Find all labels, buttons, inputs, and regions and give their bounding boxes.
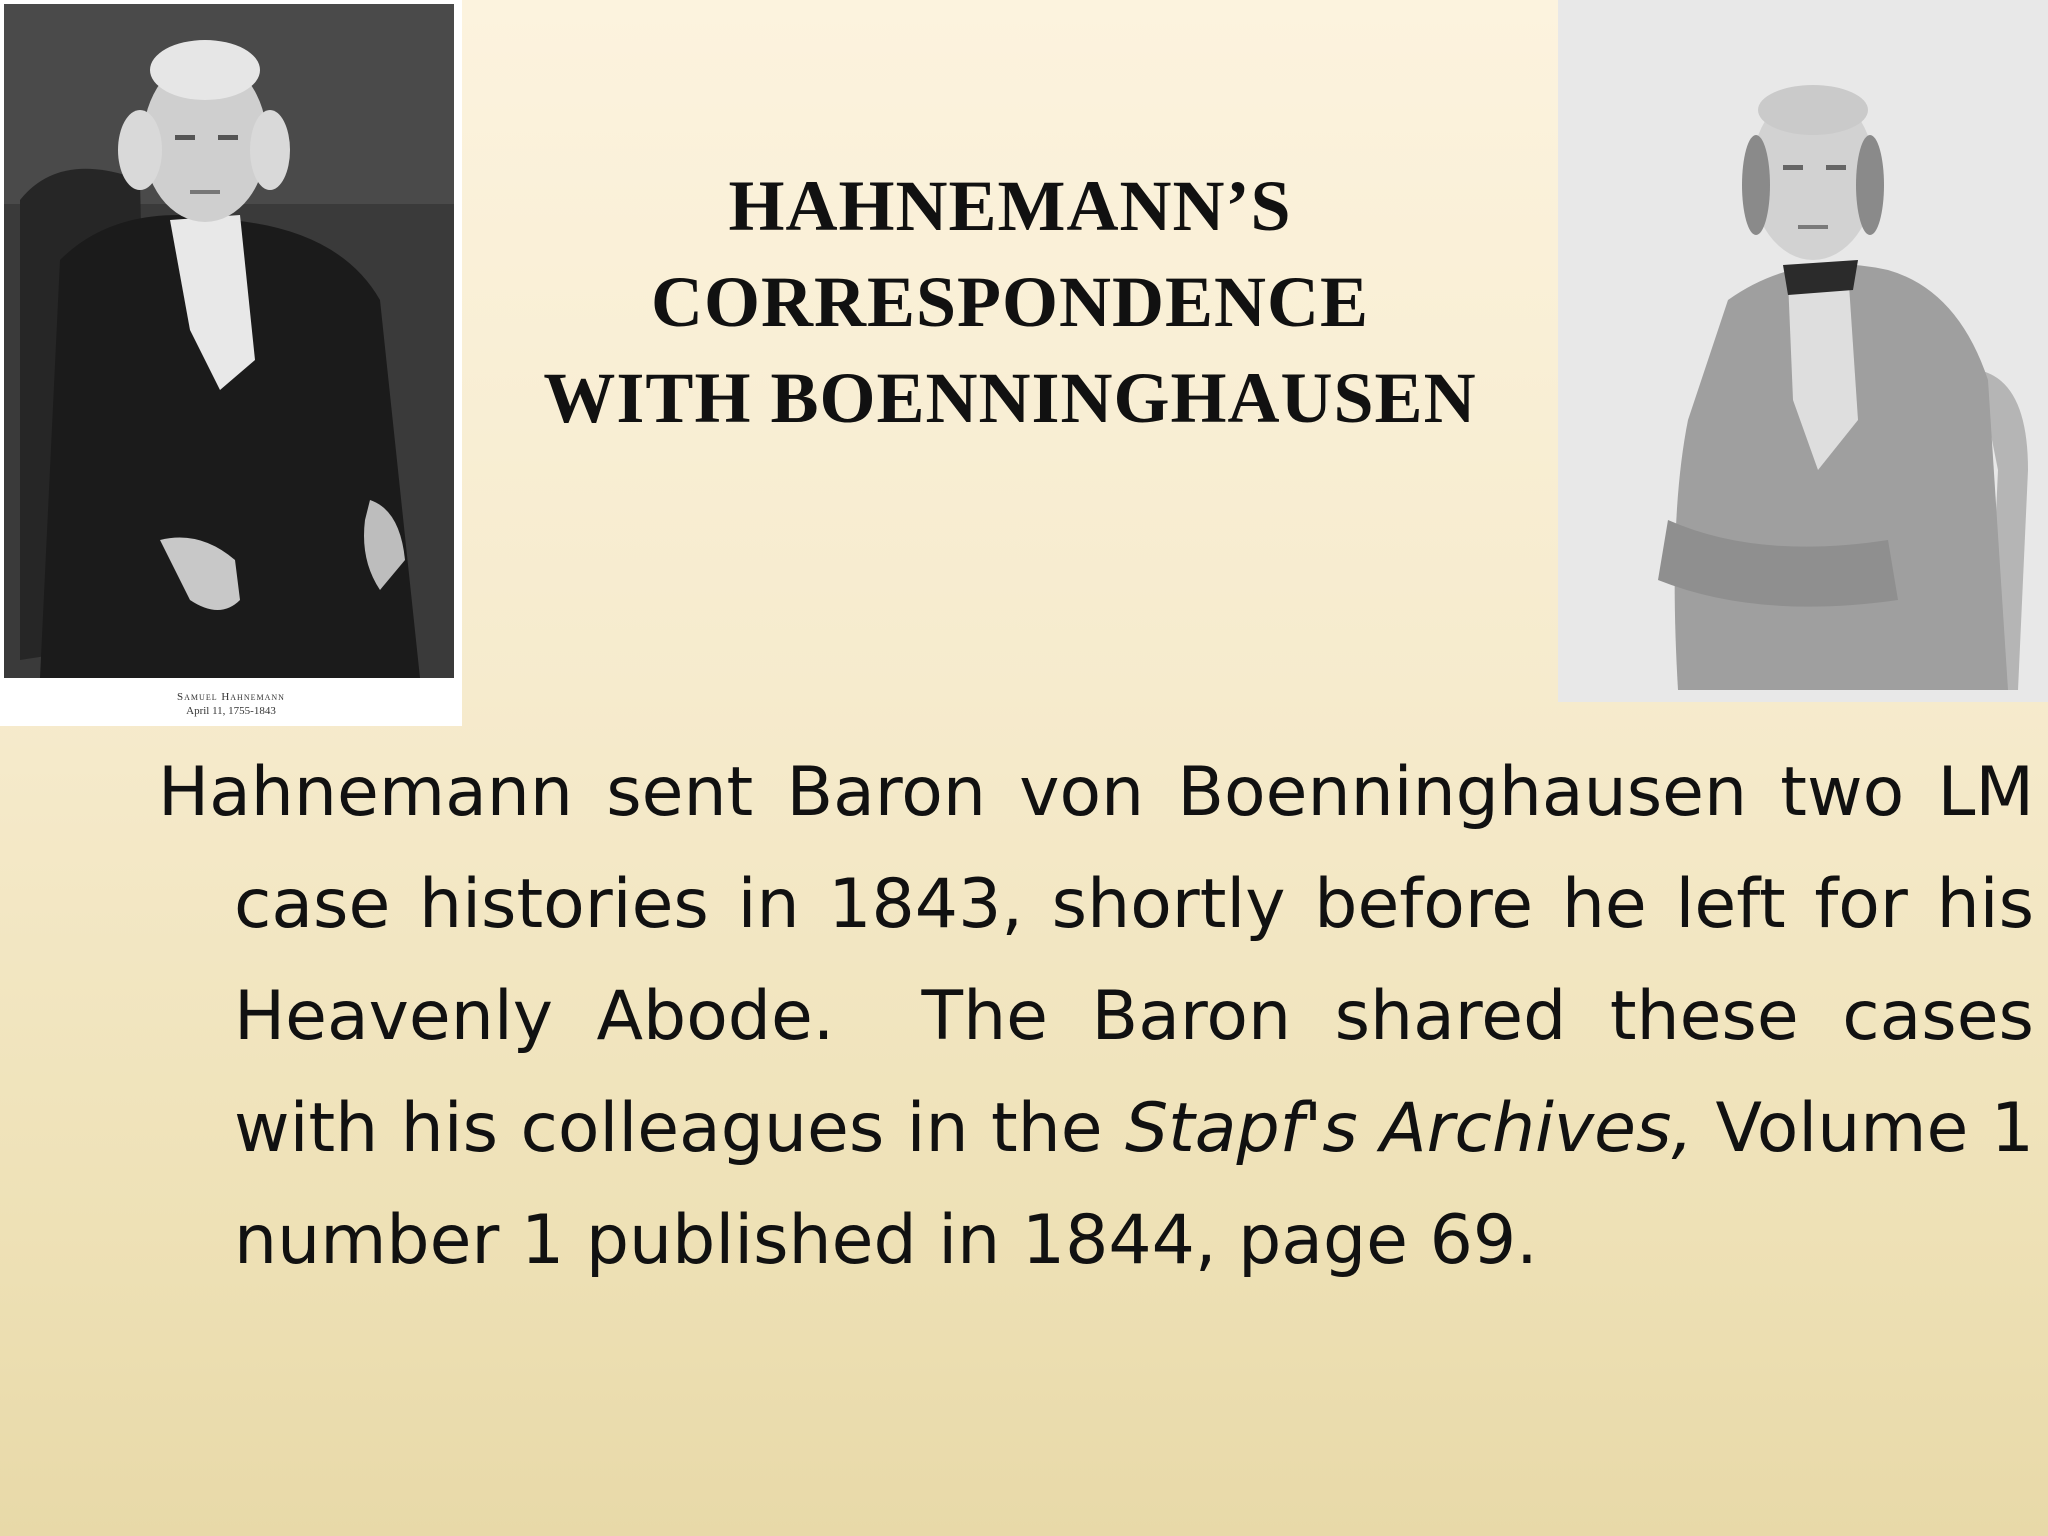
hahnemann-portrait-drawing xyxy=(0,0,462,726)
portrait-caption-name: Samuel Hahnemann xyxy=(177,691,285,703)
body-journal-title: Stapf's Archives, xyxy=(1124,1089,1694,1168)
body-outro: Volume 1 number 1 published in 1844, page 69. xyxy=(234,1089,2035,1280)
hahnemann-portrait xyxy=(0,0,462,726)
slide-title xyxy=(460,158,1560,446)
boenninghausen-portrait-drawing xyxy=(1558,0,2048,702)
portrait-caption-dates: April 11, 1755-1843 xyxy=(186,705,276,717)
title-line-2: CORRESPONDENCE xyxy=(650,262,1370,342)
title-line-3: WITH BOENNINGHAUSEN xyxy=(543,358,1477,438)
slide-body-paragraph xyxy=(158,737,2034,1297)
body-intro: Hahnemann sent Baron von Boenninghausen two LM case histories in 1843, shortly before he left for his Heavenly Abode. The Baron shared these cases with his colleagues in the xyxy=(158,753,2034,1168)
boenninghausen-portrait xyxy=(1558,0,2048,702)
title-line-1: HAHNEMANN’S xyxy=(728,166,1292,246)
